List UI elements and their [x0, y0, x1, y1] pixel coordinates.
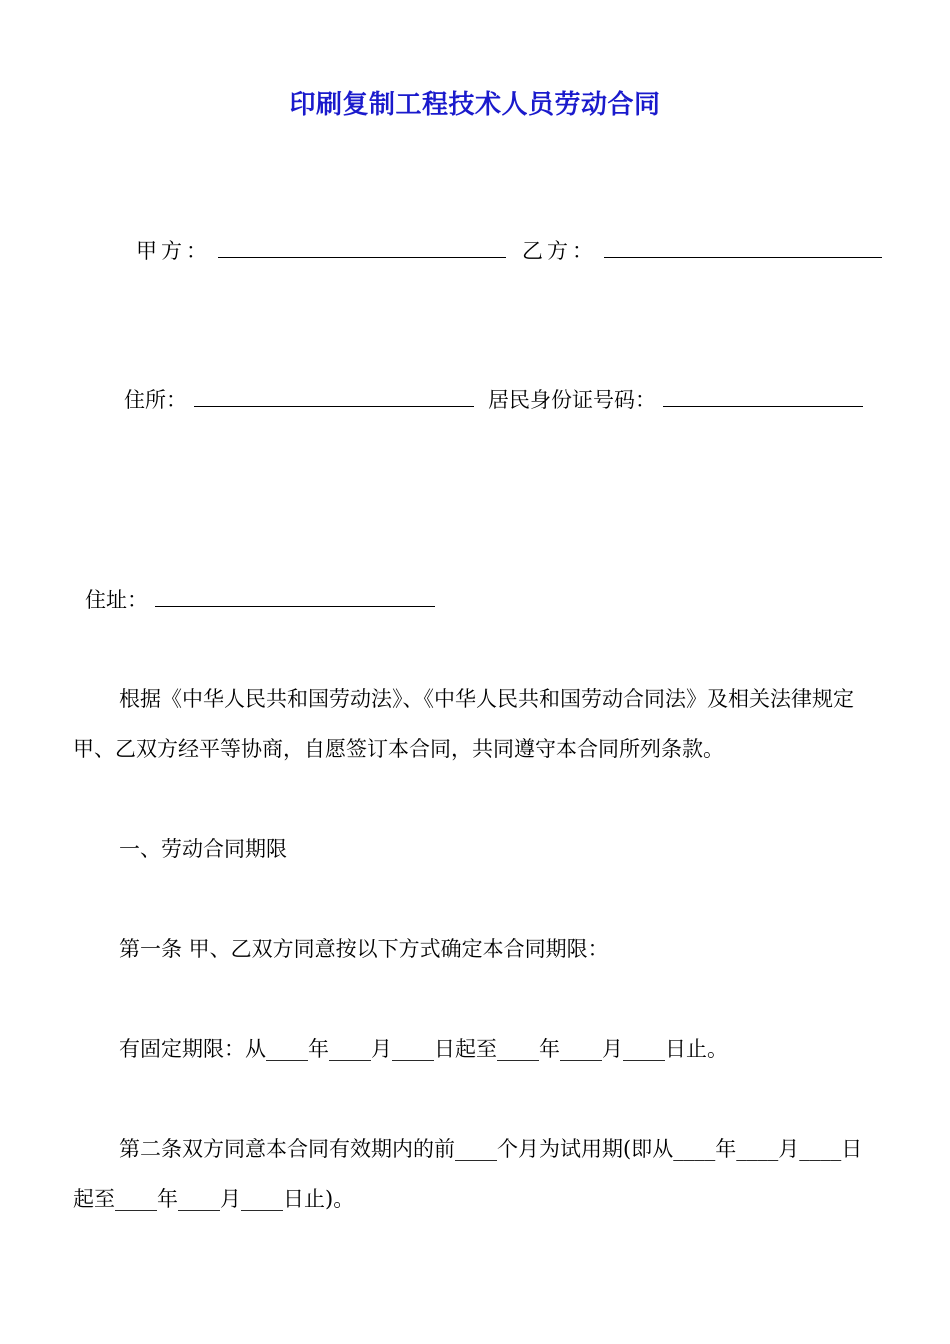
party-a-label: 甲方： [136, 239, 211, 263]
article-1: 第一条 甲、乙双方同意按以下方式确定本合同期限： [119, 937, 609, 961]
fixed-term-clause: 有固定期限：从____年____月____日起至____年____月____日止。 [119, 1037, 728, 1061]
id-number-row [488, 385, 863, 415]
id-number-blank[interactable] [663, 386, 863, 407]
residence-blank[interactable] [194, 386, 474, 407]
section-heading: 一、劳动合同期限 [119, 837, 287, 861]
residence-label: 住所： [124, 388, 187, 412]
address-blank[interactable] [155, 586, 435, 607]
residence-row [124, 385, 474, 415]
party-b-blank[interactable] [604, 237, 882, 258]
party-b-row [522, 236, 882, 266]
article-2: 第二条双方同意本合同有效期内的前____个月为试用期(即从____年____月____日起至____年____月____日止)。 [73, 1137, 863, 1211]
party-a-blank[interactable] [218, 237, 506, 258]
id-number-label: 居民身份证号码： [488, 388, 656, 412]
document-title: 印刷复制工程技术人员劳动合同 [289, 90, 661, 120]
intro-paragraph: 根据《中华人民共和国劳动法》、《中华人民共和国劳动合同法》及相关法律规定甲、乙双方经平等协商，自愿签订本合同，共同遵守本合同所列条款。 [73, 687, 854, 761]
address-row [85, 585, 435, 615]
address-label: 住址： [85, 588, 148, 612]
party-a-row [136, 236, 506, 266]
party-b-label: 乙方： [522, 239, 597, 263]
